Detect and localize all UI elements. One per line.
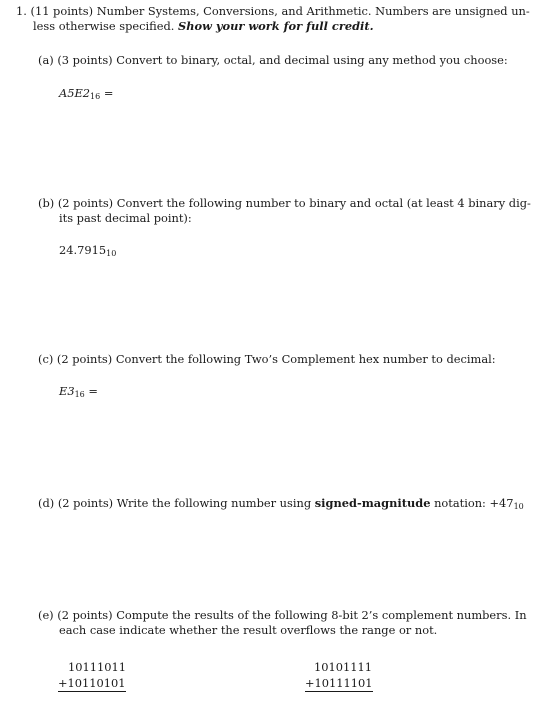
part-c-expression xyxy=(59,384,98,399)
part-b-text-line1: Convert the following number to binary and octal (at least 4 binary dig- xyxy=(116,196,531,210)
part-d-text-after: notation: +47 xyxy=(434,496,514,510)
part-b-prompt xyxy=(38,196,531,211)
part-c-value: E3 xyxy=(59,384,75,398)
part-d-base: 10 xyxy=(513,502,524,511)
part-b-expression xyxy=(59,243,116,258)
part-e-problem2-addend: +10111101 xyxy=(305,676,373,690)
question-points: (11 points) xyxy=(30,4,94,18)
part-c-label: (c) xyxy=(38,352,54,366)
part-e-problem1-bottom xyxy=(58,676,126,691)
part-e-problem2-top: 10101111 xyxy=(314,660,372,674)
part-a-prompt xyxy=(38,53,508,68)
part-b-value: 24.7915 xyxy=(59,243,107,257)
question-number: 1. xyxy=(16,4,27,18)
question-header xyxy=(16,4,530,19)
show-work-emphasis: Show your work for full credit. xyxy=(178,19,374,33)
part-a-base: 16 xyxy=(90,92,101,101)
part-a-value: A5E2 xyxy=(59,86,91,100)
part-b-text-line2: its past decimal point): xyxy=(59,211,192,225)
part-d-points: (2 points) xyxy=(57,496,114,510)
part-b-points: (2 points) xyxy=(57,196,114,210)
part-b-base: 10 xyxy=(106,249,117,258)
part-d-prompt xyxy=(38,496,524,511)
part-c-equals: = xyxy=(84,384,98,398)
part-d-text-before: Write the following number using xyxy=(116,496,312,510)
part-e-problem1-addend: +10110101 xyxy=(58,676,126,690)
part-a-label: (a) xyxy=(38,53,54,67)
part-e-points: (2 points) xyxy=(57,608,113,622)
part-b-label: (b) xyxy=(38,196,55,210)
part-e-text-line1: Compute the results of the following 8-bit 2’s complement numbers. In xyxy=(116,608,527,622)
question-intro-line2: less otherwise specified. xyxy=(33,19,175,33)
part-a-equals: = xyxy=(100,86,114,100)
part-d-label: (d) xyxy=(38,496,55,510)
part-e-prompt xyxy=(38,608,527,623)
part-c-points: (2 points) xyxy=(56,352,113,366)
question-intro-line2-row xyxy=(33,19,374,34)
part-a-text: Convert to binary, octal, and decimal using any method you choose: xyxy=(116,53,508,67)
part-e-problem2-bottom xyxy=(305,676,373,691)
part-e-text-line2: each case indicate whether the result overflows the range or not. xyxy=(59,623,438,637)
part-c-base: 16 xyxy=(74,390,85,399)
part-c-text: Convert the following Two’s Complement hex number to decimal: xyxy=(115,352,496,366)
question-intro: Number Systems, Conversions, and Arithmetic. Numbers are unsigned un- xyxy=(96,4,530,18)
part-d-bold-term: signed-magnitude xyxy=(314,496,431,510)
part-e-label: (e) xyxy=(38,608,54,622)
part-a-points: (3 points) xyxy=(57,53,113,67)
part-a-expression xyxy=(59,86,113,101)
part-c-prompt xyxy=(38,352,496,367)
part-e-problem1-top: 10111011 xyxy=(68,660,126,674)
